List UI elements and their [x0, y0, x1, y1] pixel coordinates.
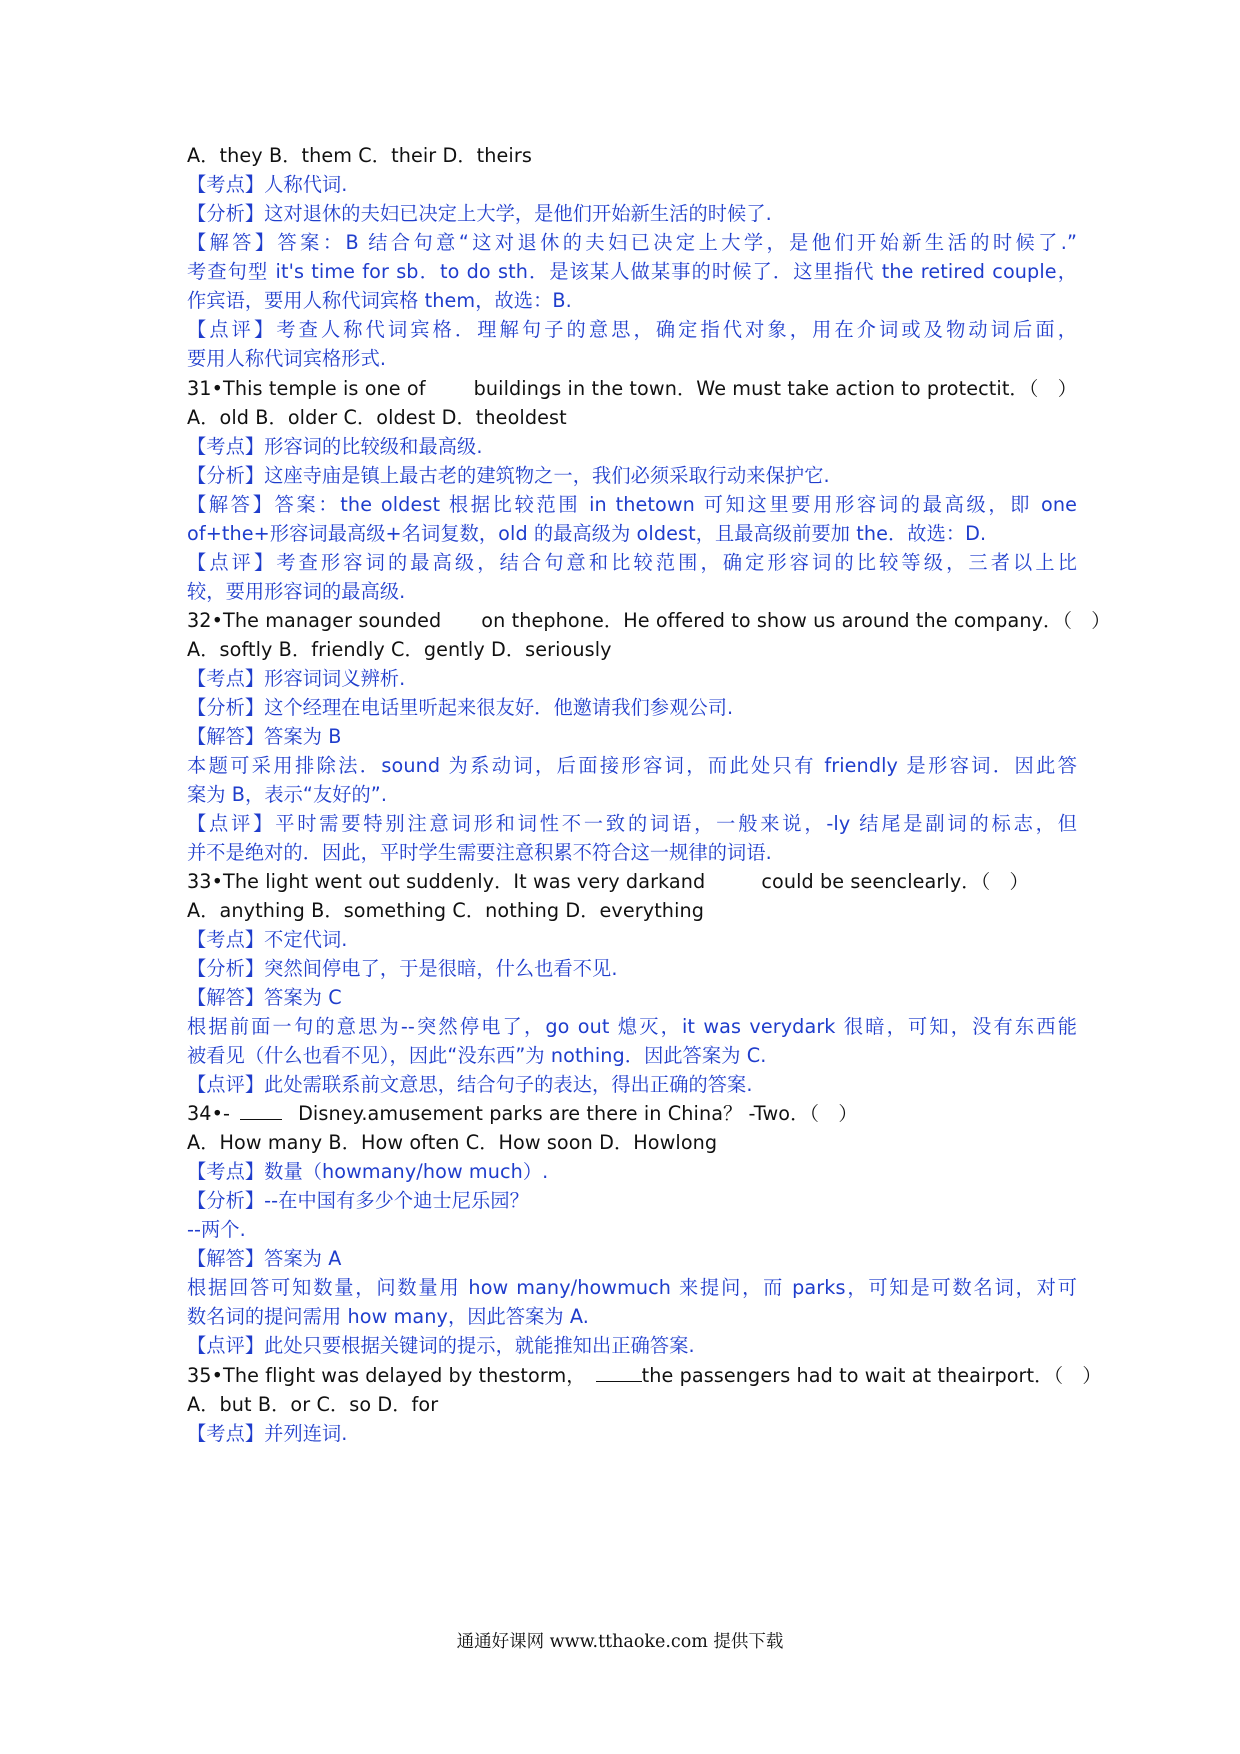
fenxi-line: 【分析】这座寺庙是镇上最古老的建筑物之一，我们必须采取行动来保护它.: [187, 464, 830, 487]
jieda-line: 【解答】答案为 B: [187, 725, 342, 748]
jieda-cont-line: 考查句型 it's time for sb．to do sth．是该某人做某事的时候了．这里指代 the retired couple，: [187, 260, 1077, 283]
options-line: A．softly B．friendly C．gently D．seriously: [187, 638, 612, 661]
fenxi-cont-line: --两个.: [187, 1218, 246, 1241]
jieda-cont-line: 数名词的提问需用 how many，因此答案为 A.: [187, 1305, 589, 1328]
jieda-line: 【解答】答案：the oldest 根据比较范围 in thetown 可知这里要用形容词的最高级，即 one: [187, 493, 1078, 516]
question-33: 33•The light went out suddenly．It was very darkand could be seenclearly．（ ）: [187, 870, 1029, 893]
jieda-line: 【解答】答案：B 结合句意“这对退休的夫妇已决定上大学，是他们开始新生活的时候了.”: [187, 231, 1077, 254]
kaodian-line: 【考点】形容词的比较级和最高级.: [187, 435, 483, 458]
options-line: A．How many B．How often C．How soon D．Howlong: [187, 1131, 718, 1154]
kaodian-line: 【考点】人称代词.: [187, 173, 348, 196]
dianping-cont-line: 要用人称代词宾格形式.: [187, 347, 387, 370]
dianping-line: 【点评】考查人称代词宾格．理解句子的意思，确定指代对象，用在介词或及物动词后面，: [187, 318, 1077, 341]
jieda-cont-line: 作宾语，要用人称代词宾格 them，故选：B.: [187, 289, 572, 312]
jieda-cont-line: 案为 B，表示“友好的”.: [187, 783, 388, 806]
kaodian-line: 【考点】数量（howmany/how much）.: [187, 1160, 549, 1183]
answer-blank: [596, 1361, 642, 1382]
answer-blank: [240, 1099, 282, 1120]
fenxi-line: 【分析】这个经理在电话里听起来很友好．他邀请我们参观公司.: [187, 696, 734, 719]
dianping-line: 【点评】平时需要特别注意词形和词性不一致的词语，一般来说，-ly 结尾是副词的标志，但: [187, 812, 1078, 835]
question-34: 34•- Disney.amusement parks are there in China？ -Two．（ ）: [187, 1098, 1077, 1130]
question-32: 32•The manager sounded on thephone．He offered to show us around the company．（ ）: [187, 609, 1111, 632]
kaodian-line: 【考点】不定代词.: [187, 928, 348, 951]
fenxi-line: 【分析】突然间停电了，于是很暗，什么也看不见.: [187, 957, 618, 980]
kaodian-line: 【考点】并列连词.: [187, 1422, 348, 1445]
page-footer: 通通好课网 www.tthaoke.com 提供下载: [456, 1632, 784, 1652]
dianping-line: 【点评】此处需联系前文意思，结合句子的表达，得出正确的答案.: [187, 1073, 753, 1096]
dianping-line: 【点评】此处只要根据关键词的提示，就能推知出正确答案.: [187, 1334, 695, 1357]
dianping-cont-line: 较，要用形容词的最高级.: [187, 580, 406, 603]
dianping-cont-line: 并不是绝对的．因此，平时学生需要注意积累不符合这一规律的词语.: [187, 841, 772, 864]
jieda-cont-line: 被看见（什么也看不见），因此“没东西”为 nothing．因此答案为 C.: [187, 1044, 767, 1067]
fenxi-line: 【分析】--在中国有多少个迪士尼乐园？: [187, 1189, 529, 1212]
options-line: A．anything B．something C．nothing D．everything: [187, 899, 705, 922]
jieda-cont-line: 本题可采用排除法．sound 为系动词，后面接形容词，而此处只有 friendly 是形容词．因此答: [187, 754, 1077, 777]
jieda-cont-line: 根据回答可知数量，问数量用 how many/howmuch 来提问，而 parks，可知是可数名词，对可: [187, 1276, 1077, 1299]
jieda-line: 【解答】答案为 A: [187, 1247, 342, 1270]
jieda-cont-line: of+the+形容词最高级+名词复数，old 的最高级为 oldest，且最高级前要加 the．故选：D.: [187, 522, 987, 545]
jieda-cont-line: 根据前面一句的意思为--突然停电了，go out 熄灭，it was verydark 很暗，可知，没有东西能: [187, 1015, 1077, 1038]
kaodian-line: 【考点】形容词词义辨析.: [187, 667, 406, 690]
question-35: 35•The flight was delayed by thestorm， the passengers had to wait at theairport．（ ）: [187, 1360, 1077, 1392]
question-31: 31•This temple is one of buildings in the town．We must take action to protectit．（ ）: [187, 377, 1077, 400]
options-line: A．old B．older C．oldest D．theoldest: [187, 406, 567, 429]
options-line: A．they B．them C．their D．theirs: [187, 144, 532, 167]
dianping-line: 【点评】考查形容词的最高级，结合句意和比较范围，确定形容词的比较等级，三者以上比: [187, 551, 1077, 574]
options-line: A．but B．or C．so D．for: [187, 1393, 439, 1416]
fenxi-line: 【分析】这对退休的夫妇已决定上大学，是他们开始新生活的时候了.: [187, 202, 772, 225]
jieda-line: 【解答】答案为 C: [187, 986, 342, 1009]
